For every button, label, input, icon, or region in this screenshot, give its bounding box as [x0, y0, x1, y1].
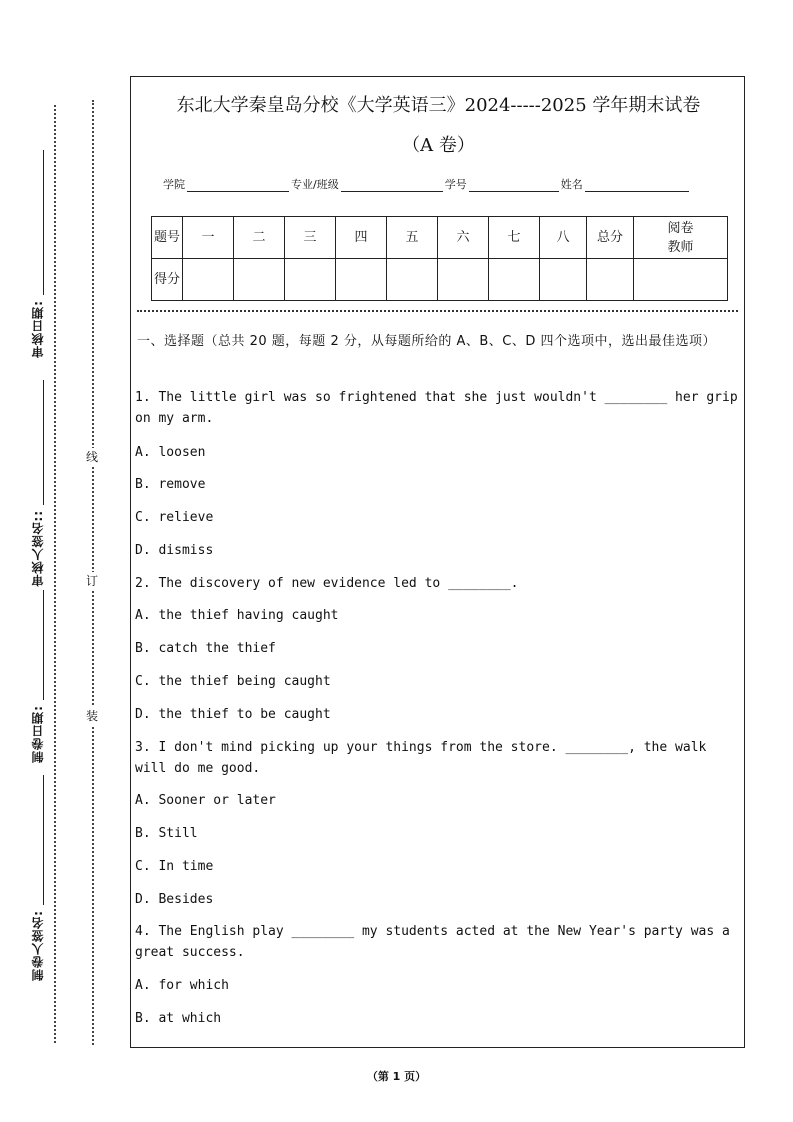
exam-subtitle: （A 卷）: [402, 135, 475, 156]
score-cell[interactable]: [587, 259, 634, 301]
page-number: （第 1 页）: [366, 1070, 427, 1083]
name-field[interactable]: [585, 179, 689, 192]
col-header: 总分: [587, 217, 634, 259]
maker-sign-blank[interactable]: [43, 775, 44, 905]
dotted-separator: [137, 310, 738, 312]
col-header: 四: [336, 217, 387, 259]
option[interactable]: C. In time: [135, 859, 214, 874]
col-header: 三: [285, 217, 336, 259]
score-cell[interactable]: [285, 259, 336, 301]
question-stem: 4. The English play ________ my students acted at the New Year's party was a great success.: [135, 924, 730, 960]
exam-title: 东北大学秦皇岛分校《大学英语三》2024-----2025 学年期末试卷: [176, 95, 701, 116]
option[interactable]: D. Besides: [135, 892, 214, 907]
score-row-header: 得分: [152, 259, 183, 301]
score-cell[interactable]: [336, 259, 387, 301]
option[interactable]: B. remove: [135, 477, 206, 492]
score-table-score-row: [152, 259, 728, 301]
option[interactable]: D. dismiss: [135, 543, 214, 558]
option[interactable]: B. Still: [135, 826, 198, 841]
col-header: 一: [183, 217, 234, 259]
col-header: 五: [387, 217, 438, 259]
option[interactable]: C. relieve: [135, 510, 214, 525]
student-id-label: 学号: [444, 178, 467, 191]
binding-line-char: 线: [86, 450, 99, 464]
col-header: 六: [438, 217, 489, 259]
college-field[interactable]: [187, 179, 289, 192]
review-date-label: 审核日期:: [31, 300, 45, 358]
section-heading: 一、选择题（总共 20 题，每题 2 分，从每题所给的 A、B、C、D 四个选项中，选出最佳选项）: [137, 334, 717, 349]
reviewer-sign-label: 审核人签名::: [31, 510, 45, 587]
major-field[interactable]: [341, 179, 443, 192]
col-header: 阅卷教师: [634, 217, 728, 259]
option[interactable]: A. for which: [135, 978, 229, 993]
option[interactable]: B. at which: [135, 1011, 222, 1026]
student-id-field[interactable]: [469, 179, 559, 192]
reviewer-sign-blank[interactable]: [43, 380, 44, 505]
option[interactable]: A. Sooner or later: [135, 793, 276, 808]
score-table: [151, 216, 728, 301]
question-number-header: 题号: [152, 217, 183, 259]
option[interactable]: A. loosen: [135, 445, 206, 460]
col-header: 二: [234, 217, 285, 259]
option[interactable]: D. the thief to be caught: [135, 707, 331, 722]
col-header: 八: [540, 217, 587, 259]
name-label: 姓名: [560, 178, 583, 191]
score-cell[interactable]: [634, 259, 728, 301]
binding-bind-char: 装: [86, 709, 99, 723]
maker-sign-label: 制卷人签名:: [31, 910, 45, 981]
review-date-blank[interactable]: [43, 150, 44, 295]
option[interactable]: C. the thief being caught: [135, 674, 331, 689]
question-stem: 2. The discovery of new evidence led to ________.: [135, 576, 519, 591]
option[interactable]: B. catch the thief: [135, 641, 276, 656]
score-cell[interactable]: [540, 259, 587, 301]
score-cell[interactable]: [438, 259, 489, 301]
major-label: 专业/班级: [291, 178, 339, 191]
exam-frame: [130, 76, 745, 1048]
student-info-row: [163, 176, 691, 192]
binding-order-char: 订: [86, 574, 99, 588]
option[interactable]: A. the thief having caught: [135, 608, 339, 623]
question-stem: 3. I don't mind picking up your things from the store. ________, the walk will do me good.: [135, 740, 707, 776]
make-date-label: 制卷日期:: [31, 705, 45, 763]
score-cell[interactable]: [183, 259, 234, 301]
col-header: 七: [489, 217, 540, 259]
score-cell[interactable]: [234, 259, 285, 301]
make-date-blank[interactable]: [43, 590, 44, 700]
college-label: 学院: [163, 178, 185, 191]
score-cell[interactable]: [489, 259, 540, 301]
question-stem: 1. The little girl was so frightened that she just wouldn't ________ her grip on my arm.: [135, 390, 738, 426]
left-dotted-line: [54, 105, 56, 1043]
score-table-header-row: [152, 217, 728, 259]
score-cell[interactable]: [387, 259, 438, 301]
